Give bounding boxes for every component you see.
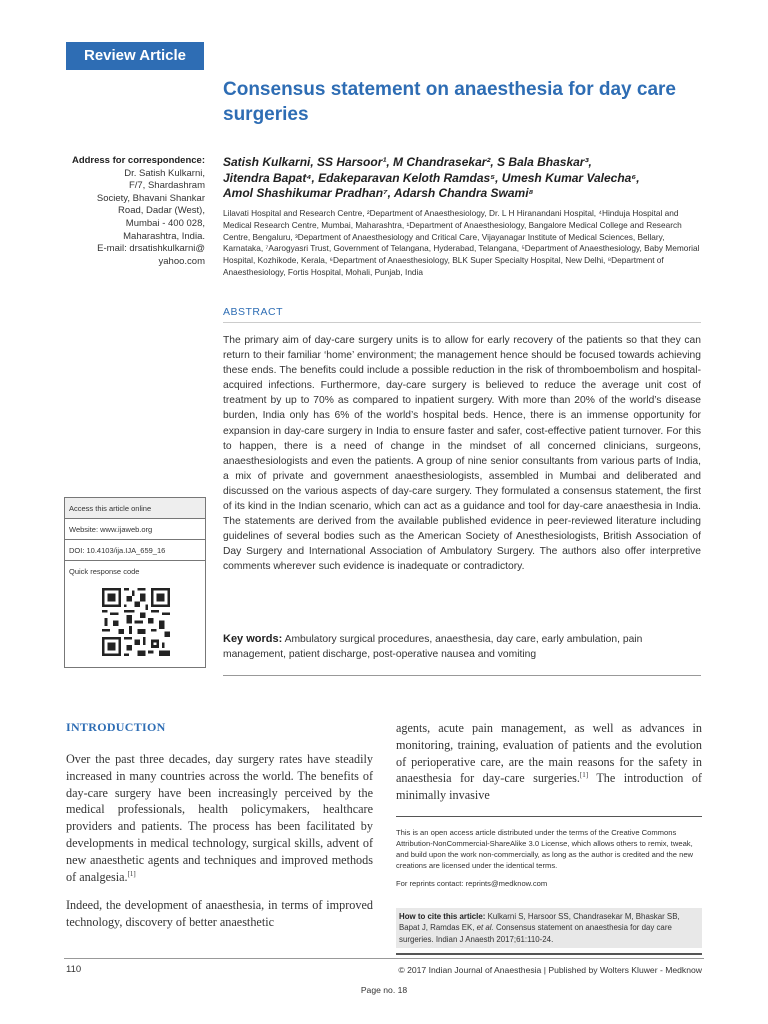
address-line: Society, Bhavani Shankar — [96, 192, 205, 204]
license-notice: This is an open access article distributed under the terms of the Creative Commons Attribution-NonCommercial-ShareAlike 3.0 License, which allows others to remix, tweak, and build upon the work non-commercially, as long as the author is credited and the new creations are licensed under the identical terms. — [396, 828, 694, 870]
address-line: F/7, Shardashram — [128, 180, 205, 192]
how-to-cite-box — [396, 908, 702, 948]
citation-ref[interactable]: [1] — [579, 771, 589, 780]
paragraph-text: The introduction of minimally invasive — [396, 771, 702, 803]
license-divider — [396, 816, 702, 817]
citation-ref[interactable]: [1] — [127, 869, 136, 878]
keywords-text: Ambulatory surgical procedures, anaesthesia, day care, early ambulation, pain management, patient discharge, post-operative nausea and vomiting — [223, 634, 643, 661]
author-line: Jitendra Bapat⁴, Edakeparavan Keloth Ramdas⁵, Umesh Kumar Valecha⁶, — [223, 170, 640, 185]
keywords — [223, 632, 701, 662]
qr-label: Quick response code — [69, 567, 140, 576]
cite-etal: et al. — [476, 923, 494, 933]
viewer-page-label: Page no. 18 — [360, 985, 408, 995]
article-title: Consensus statement on anaesthesia for day care surgeries — [223, 79, 676, 125]
cite-divider — [396, 953, 702, 955]
keywords-label: Key words: — [223, 633, 283, 645]
affiliations: Lilavati Hospital and Research Centre, ²Department of Anaesthesiology, Dr. L H Hiranandani Hospital, ⁴Hinduja Hospital and Medical Research Centre, Mumbai, Maharashtra, ¹Department of Anaesthesiology, Bangalore Medical College and Research Centre, Bengaluru, ³Department of Anaesthesiology and Critical Care, Vijayanagar Institute of Medical Sciences, Bellary, Karnataka, ⁷Aarogyasri Trust, Government of Telangana, Hyderabad, Telangana, ⁵Department of Anaesthesiology, Baby Memorial Hospital, Kozhikode, Kerala, ⁶Department of Anaesthesiology, BLK Super Specialty Hospital, New Delhi, ⁸Department of Anaesthesiology, Fortis Hospital, Mohali, Punjab, India — [223, 208, 700, 277]
cite-text: Consensus statement on anaesthesia for day care surgeries. Indian J Anaesth 2017;61:110-24. — [399, 923, 672, 944]
doi-link[interactable]: DOI: 10.4103/ija.IJA_659_16 — [65, 540, 205, 561]
address-line: Mumbai - 400 028, — [125, 217, 205, 229]
paragraph-text: agents, acute pain management, as well as advances in monitoring, training, evaluation of patients and the evolution of perioperative care, are the main reasons for the safety in anaesthesia for day-care surgeries. — [396, 721, 702, 786]
qr-code-icon[interactable] — [102, 588, 170, 656]
cite-text: Kulkarni S, Harsoor SS, Chandrasekar M, Bhaskar SB, Bapat J, Ramdas EK, — [399, 912, 680, 933]
address-line: Road, Dadar (West), — [118, 205, 205, 217]
correspondence-heading: Address for correspondence: — [71, 155, 205, 166]
abstract-heading: ABSTRACT — [223, 306, 284, 318]
abstract-divider — [223, 322, 701, 323]
introduction-right-column — [396, 720, 702, 804]
introduction-heading: INTRODUCTION — [66, 720, 166, 734]
abstract-text: The primary aim of day-care surgery units is to allow for early recovery of the patients so that they can return to their familiar ‘home’ environment; the management hence should be focused towards achieving these ends. The benefits could include a possible reduction in the risk of thromboembolism and hospital-acquired infections. Furthermore, day-care surgery is believed to reduce the average unit cost of treatment by up to 70% as compared to inpatient surgery. With more than 20% of the world’s disease burden, India only has 6% of the world’s hospital beds. Hence, there is an immense opportunity for expansion in day-care surgery in India to ensure faster and safer, cost-effective patient turnover. For this to happen, there is a need of change in the mindset of all concerned clinicians, surgeons, anaesthesiologists and even the patients. A group of nine senior consultants from various parts of India, a mix of private and government anaesthesiologists, assembled in Mumbai and deliberated and discussed on the various aspects of day-care surgery. They formulated a consensus statement, the first of its kind in the Indian scenario, which can act as a guidance and tool for day-care anaesthesia in India. The statements are derived from the available published evidence in peer-reviewed literature including guidelines of several bodies such as the American Society of Anesthesiologists, British Association of Day Surgery and International Association of Ambulatory Surgery. The authors also offer interpretive comments wherever such evidence is inadequate or contradictory. — [223, 335, 701, 573]
access-heading: Access this article online — [65, 498, 205, 519]
cite-label: How to cite this article: — [399, 912, 486, 921]
keywords-divider — [223, 675, 701, 676]
footer-divider — [64, 958, 704, 959]
reprints-contact: For reprints contact: reprints@medknow.com — [396, 879, 548, 888]
page-number: 110 — [66, 964, 82, 975]
address-line: yahoo.com — [158, 255, 205, 267]
introduction-paragraph — [66, 751, 373, 885]
website-link[interactable]: Website: www.ijaweb.org — [65, 519, 205, 540]
paragraph-text: Over the past three decades, day surgery rates have steadily increased in many countries across the world. The benefits of day-care surgery have been increasingly perceived by the medical professionals, health policymakers, healthcare providers and patients. The process has been facilitated by developments in medical technology, surgical skills, advent of new anaesthetic agents and techniques and improved methods of analgesia. — [66, 752, 373, 884]
address-line: Maharashtra, India. — [123, 230, 205, 242]
journal-footer: © 2017 Indian Journal of Anaesthesia | Published by Wolters Kluwer - Medknow — [398, 965, 702, 975]
correspondence-address — [60, 155, 205, 268]
introduction-left-column — [66, 720, 373, 931]
article-type-badge: Review Article — [66, 42, 204, 70]
introduction-paragraph — [396, 720, 702, 804]
author-list — [223, 155, 703, 202]
access-online-box — [64, 497, 206, 668]
introduction-paragraph: Indeed, the development of anaesthesia, in terms of improved technology, discovery of better anaesthetic — [66, 898, 373, 930]
address-line: E-mail: drsatishkulkarni@ — [97, 243, 205, 255]
author-line: Amol Shashikumar Pradhan⁷, Adarsh Chandra Swami⁸ — [223, 186, 534, 200]
author-line: Satish Kulkarni, SS Harsoor¹, M Chandrasekar², S Bala Bhaskar³, — [223, 155, 592, 169]
address-line: Dr. Satish Kulkarni, — [124, 167, 205, 179]
